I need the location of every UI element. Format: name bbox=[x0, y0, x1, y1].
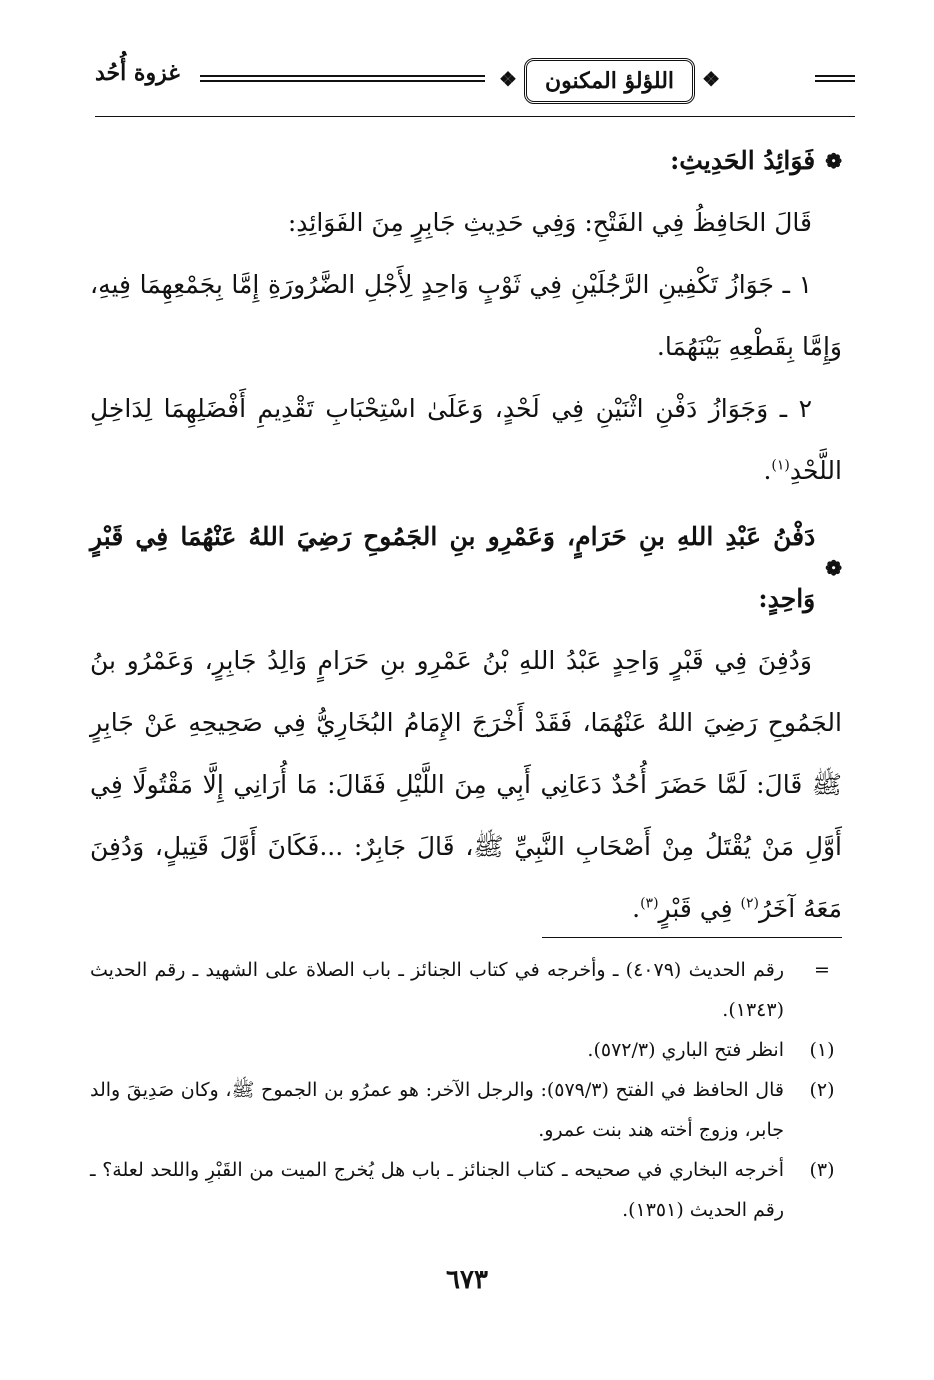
section-heading bbox=[90, 506, 842, 630]
section-heading-text: فَوَائِدُ الحَدِيثِ: bbox=[670, 146, 816, 175]
footnote-number: (٢) bbox=[809, 1079, 835, 1101]
footnote-number: (١) bbox=[809, 1039, 835, 1061]
section-heading bbox=[90, 130, 842, 192]
page-number: ٦٧٣ bbox=[446, 1265, 488, 1295]
chapter-title: غزوة أُحُد bbox=[95, 60, 180, 86]
paragraph-end: . bbox=[763, 456, 772, 485]
paragraph-end: . bbox=[632, 894, 641, 923]
footnote-ref: (٣) bbox=[640, 895, 659, 912]
footnote-text: رقم الحديث (٤٠٧٩) ـ وأخرجه في كتاب الجنائز ـ باب الصلاة على الشهيد ـ رقم الحديث (١٣٤٣). bbox=[90, 959, 785, 1021]
footnote-ref: (١) bbox=[771, 457, 790, 474]
header-ornament-rule bbox=[815, 75, 855, 82]
footnote-ref: (٢) bbox=[740, 895, 759, 912]
header-divider bbox=[95, 116, 855, 117]
main-text bbox=[90, 130, 842, 940]
page-header bbox=[95, 38, 855, 118]
footnote-number: (٣) bbox=[809, 1159, 835, 1181]
footnote-text: قال الحافظ في الفتح (٥٧٩/٣): والرجل الآخر: هو عمرُو بن الجموح ﷺ، وكان صَدِيقَ والد جابر، وزوج أخته هند بنت عمرو. bbox=[90, 1079, 784, 1141]
paragraph-text: وَدُفِنَ فِي قَبْرٍ وَاحِدٍ عَبْدُ اللهِ بْنُ عَمْرِو بنِ حَرَامٍ وَالِدُ جَابِرٍ، وَعَمْرُو بنُ الجَمُوحِ رَضِيَ اللهُ عَنْهُمَا، فَقَدْ أَخْرَجَ الإِمَامُ البُخَارِيُّ فِي صَحِيحِهِ عَنْ جَابِرٍ ﷺ قَالَ: لَمَّا حَضَرَ أُحُدٌ دَعَانِي أَبِي مِنَ اللَّيْلِ فَقَالَ: مَا أُرَانِي إِلَّا مَقْتُولًا فِي أَوَّلِ مَنْ يُقْتَلُ مِنْ أَصْحَابِ النَّبِيِّ ﷺ، قَالَ جَابِرٌ: ...فَكَانَ أَوَّلَ قَتِيلٍ، وَدُفِنَ مَعَهُ آخَرُ bbox=[90, 646, 842, 923]
paragraph bbox=[90, 378, 842, 502]
book-title: ❖ اللؤلؤ المكنون ❖ bbox=[524, 58, 695, 104]
footnote bbox=[90, 1070, 842, 1150]
footnotes bbox=[90, 950, 842, 1230]
paragraph-text: ٢ ـ وَجَوَازُ دَفْنِ اثْنَيْنِ فِي لَحْدٍ، وَعَلَىٰ اسْتِحْبَابِ تَقْدِيمِ أَفْضَلِهِمَا لِدَاخِلِ اللَّحْدِ bbox=[90, 394, 842, 485]
footnote bbox=[90, 1150, 842, 1230]
footnote-marker: = bbox=[814, 959, 830, 981]
flower-ornament-icon: ❁ bbox=[825, 149, 842, 173]
header-ornament-rule bbox=[200, 75, 485, 82]
paragraph: قَالَ الحَافِظُ فِي الفَتْحِ: وَفِي حَدِيثِ جَابِرٍ مِنَ الفَوَائِدِ: bbox=[287, 208, 812, 237]
section-heading-text: دَفْنُ عَبْدِ اللهِ بنِ حَرَامٍ، وَعَمْرِو بنِ الجَمُوحِ رَضِيَ اللهُ عَنْهُمَا فِي قَبْرٍ وَاحِدٍ: bbox=[90, 522, 816, 613]
flower-ornament-icon: ❁ bbox=[825, 556, 842, 580]
footnote-text: انظر فتح الباري (٥٧٢/٣). bbox=[587, 1039, 784, 1061]
paragraph: ١ ـ جَوَازُ تَكْفِينِ الرَّجُلَيْنِ فِي ثَوْبٍ وَاحِدٍ لِأَجْلِ الضَّرُورَةِ إِمَّا بِجَمْعِهِمَا فِيهِ، وَإِمَّا بِقَطْعِهِ بَيْنَهُمَا. bbox=[90, 270, 842, 361]
footnote bbox=[90, 1030, 842, 1070]
paragraph bbox=[90, 630, 842, 940]
paragraph-text: فِي قَبْرٍ bbox=[658, 894, 741, 923]
footnote-text: أخرجه البخاري في صحيحه ـ كتاب الجنائز ـ باب هل يُخرج الميت من القَبْرِ واللحد لعلة؟ ـ رقم الحديث (١٣٥١). bbox=[90, 1159, 784, 1221]
footnote-continuation bbox=[90, 950, 842, 1030]
footnote-divider bbox=[542, 937, 842, 938]
